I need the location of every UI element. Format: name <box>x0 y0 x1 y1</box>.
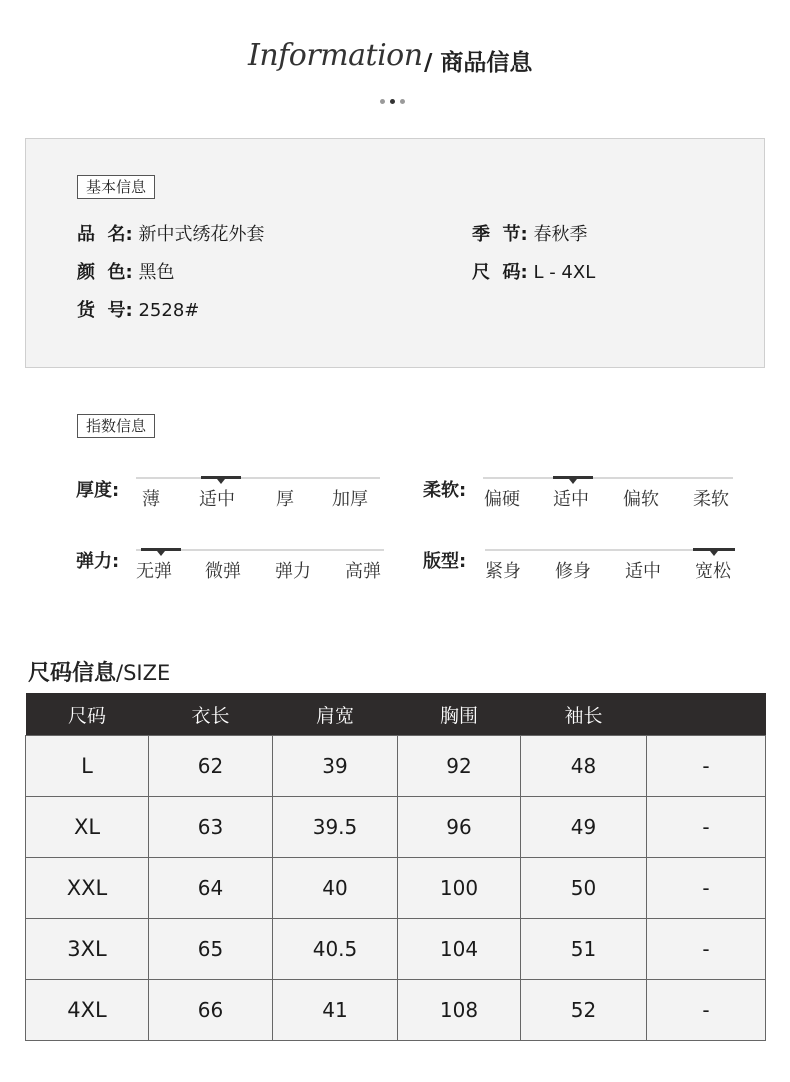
table-row <box>26 736 766 797</box>
header-cell <box>647 693 766 736</box>
sku-value: 2528# <box>138 300 200 321</box>
thickness-option: 加厚 <box>332 489 368 510</box>
season-field <box>472 220 587 246</box>
table-cell: 66 <box>149 980 273 1041</box>
fit-option: 紧身 <box>485 561 521 582</box>
table-cell: 104 <box>398 919 521 980</box>
color-label: 颜 色: <box>77 262 133 283</box>
size-table <box>25 693 766 1041</box>
table-cell: 100 <box>398 858 521 919</box>
table-cell: 65 <box>149 919 273 980</box>
table-cell: - <box>647 919 766 980</box>
size-range-field <box>472 258 595 284</box>
size-chart-title-cn: 尺码信息 <box>28 661 117 686</box>
season-value: 春秋季 <box>533 224 588 245</box>
thickness-label: 厚度: <box>76 480 120 501</box>
elasticity-option: 高弹 <box>345 561 381 582</box>
table-cell: 52 <box>521 980 647 1041</box>
table-row <box>26 858 766 919</box>
season-label: 季 节: <box>472 224 528 245</box>
table-cell: 39.5 <box>273 797 398 858</box>
softness-option: 偏硬 <box>484 489 520 510</box>
header-cell: 肩宽 <box>273 693 398 736</box>
softness-option: 柔软 <box>693 489 729 510</box>
table-row <box>26 919 766 980</box>
table-cell: - <box>647 797 766 858</box>
fit-selected-marker <box>693 548 735 551</box>
softness-label: 柔软: <box>423 480 467 501</box>
table-cell: 49 <box>521 797 647 858</box>
elasticity-option: 无弹 <box>136 561 172 582</box>
thickness-option: 适中 <box>199 489 235 510</box>
index-info-tag: 指数信息 <box>77 414 155 438</box>
color-value: 黑色 <box>138 262 175 283</box>
size-table-header <box>26 693 766 736</box>
table-cell: - <box>647 736 766 797</box>
table-cell: 41 <box>273 980 398 1041</box>
table-row <box>26 797 766 858</box>
elasticity-option: 微弹 <box>205 561 241 582</box>
table-row <box>26 980 766 1041</box>
table-cell: - <box>647 980 766 1041</box>
table-cell: XL <box>26 797 149 858</box>
table-cell: L <box>26 736 149 797</box>
table-cell: 40.5 <box>273 919 398 980</box>
size-chart-title <box>28 656 170 687</box>
elasticity-option: 弹力 <box>275 561 311 582</box>
table-cell: XXL <box>26 858 149 919</box>
basic-info-tag: 基本信息 <box>77 175 155 199</box>
fit-option: 适中 <box>625 561 661 582</box>
table-cell: 4XL <box>26 980 149 1041</box>
size-chart-title-en: /SIZE <box>116 661 171 685</box>
table-cell: 62 <box>149 736 273 797</box>
thickness-selected-marker <box>201 476 241 479</box>
softness-option: 偏软 <box>623 489 659 510</box>
softness-scale-line <box>483 477 733 479</box>
product-name-field <box>77 220 264 246</box>
table-cell: 39 <box>273 736 398 797</box>
table-cell: 92 <box>398 736 521 797</box>
elasticity-label: 弹力: <box>76 551 120 572</box>
table-cell: 40 <box>273 858 398 919</box>
header-title-cn: / 商品信息 <box>424 50 533 76</box>
size-range-label: 尺 码: <box>472 262 528 283</box>
table-cell: 64 <box>149 858 273 919</box>
table-cell: - <box>647 858 766 919</box>
table-cell: 63 <box>149 797 273 858</box>
product-name-value: 新中式绣花外套 <box>138 224 265 245</box>
product-name-label: 品 名: <box>77 224 133 245</box>
table-cell: 50 <box>521 858 647 919</box>
table-cell: 3XL <box>26 919 149 980</box>
sku-field <box>77 296 199 322</box>
thickness-scale-line <box>136 477 380 479</box>
elasticity-selected-marker <box>141 548 181 551</box>
size-range-value: L - 4XL <box>533 262 596 283</box>
header-title-en: Information <box>248 38 423 73</box>
table-cell: 108 <box>398 980 521 1041</box>
header-cell: 衣长 <box>149 693 273 736</box>
thickness-option: 厚 <box>276 489 294 510</box>
header-cell: 尺码 <box>26 693 149 736</box>
header-cell: 袖长 <box>521 693 647 736</box>
basic-info-panel <box>25 138 765 368</box>
color-field <box>77 258 174 284</box>
softness-selected-marker <box>553 476 593 479</box>
sku-label: 货 号: <box>77 300 133 321</box>
thickness-option: 薄 <box>142 489 160 510</box>
fit-label: 版型: <box>423 551 467 572</box>
fit-option: 修身 <box>555 561 591 582</box>
softness-option: 适中 <box>553 489 589 510</box>
header-dots-divider <box>380 99 405 104</box>
header-cell: 胸围 <box>398 693 521 736</box>
table-cell: 51 <box>521 919 647 980</box>
fit-option: 宽松 <box>695 561 731 582</box>
table-cell: 48 <box>521 736 647 797</box>
table-cell: 96 <box>398 797 521 858</box>
